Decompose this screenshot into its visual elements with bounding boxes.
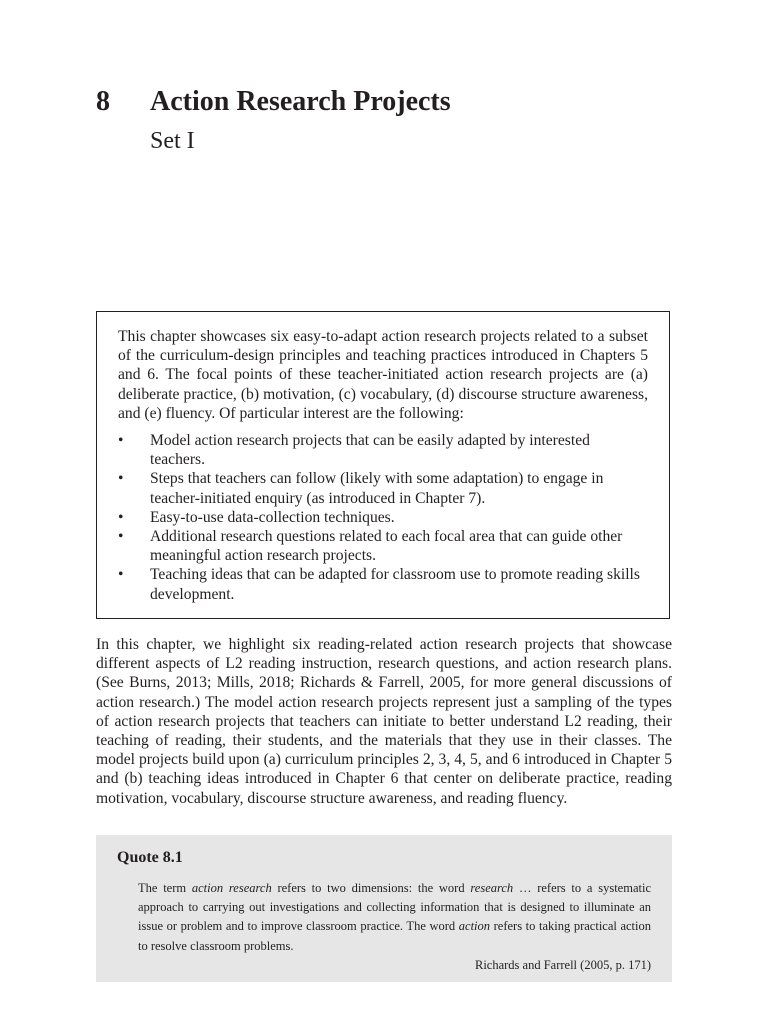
quote-text — [138, 879, 651, 956]
quote-box — [96, 835, 672, 982]
chapter-summary-box — [96, 311, 670, 619]
quote-term-italic: action — [458, 919, 491, 934]
body-paragraph: In this chapter, we highlight six reading-related action research projects that showcase different aspects of L2 reading instruction, research questions, and action research plans. (See Burns, 2013; Mills, 2018; Richards & Farrell, 2005, for more general discussions of action research.) The model action research projects represent just a sampling of the types of action research projects that teachers can initiate to better understand L2 reading, their teaching of reading, their students, and the materials that they use in their classes. The model projects build upon (a) curriculum principles 2, 3, 4, 5, and 6 introduced in Chapter 5 and (b) teaching ideas introduced in Chapter 6 that center on deliberate practice, reading motivation, vocabulary, discourse structure awareness, and reading fluency. — [96, 636, 672, 807]
quote-term-italic: research — [470, 881, 514, 895]
summary-list-item: • Teaching ideas that can be adapted for classroom use to promote reading skills development. — [118, 565, 648, 603]
chapter-number: 8 — [96, 86, 110, 117]
summary-list-item: • Easy-to-use data-collection techniques. — [118, 508, 648, 527]
chapter-subtitle: Set I — [150, 128, 195, 154]
summary-list-item: • Steps that teachers can follow (likely with some adaptation) to engage in teacher-initiated enquiry (as introduced in Chapter 7). — [118, 469, 648, 507]
quote-text-segment: refers to two dimensions: the word — [271, 881, 471, 895]
quote-text-segment: The term — [138, 881, 192, 895]
summary-list — [118, 431, 648, 604]
summary-list-item: • Model action research projects that can be easily adapted by interested teachers. — [118, 431, 648, 469]
chapter-title: Action Research Projects — [150, 86, 451, 117]
quote-text-segment: … refers to a systematic approach to carrying out investigations and collecting information that is designed to illuminate an issue or problem and to improve classroom practice. The word — [138, 881, 651, 934]
quote-attribution: Richards and Farrell (2005, p. 171) — [474, 957, 651, 972]
quote-text-segment: refers to taking practical action to resolve classroom problems. — [138, 919, 651, 953]
quote-term-italic: action research — [191, 881, 272, 895]
summary-intro: This chapter showcases six easy-to-adapt action research projects related to a subset of the curriculum-design principles and teaching practices introduced in Chapters 5 and 6. The focal points of these teacher-initiated action research projects are (a) deliberate practice, (b) motivation, (c) vocabulary, (d) discourse structure awareness, and (e) fluency. Of particular interest are the following: — [118, 328, 648, 422]
quote-label: Quote 8.1 — [117, 849, 183, 866]
summary-list-item: • Additional research questions related to each focal area that can guide other meaningful action research projects. — [118, 527, 648, 565]
